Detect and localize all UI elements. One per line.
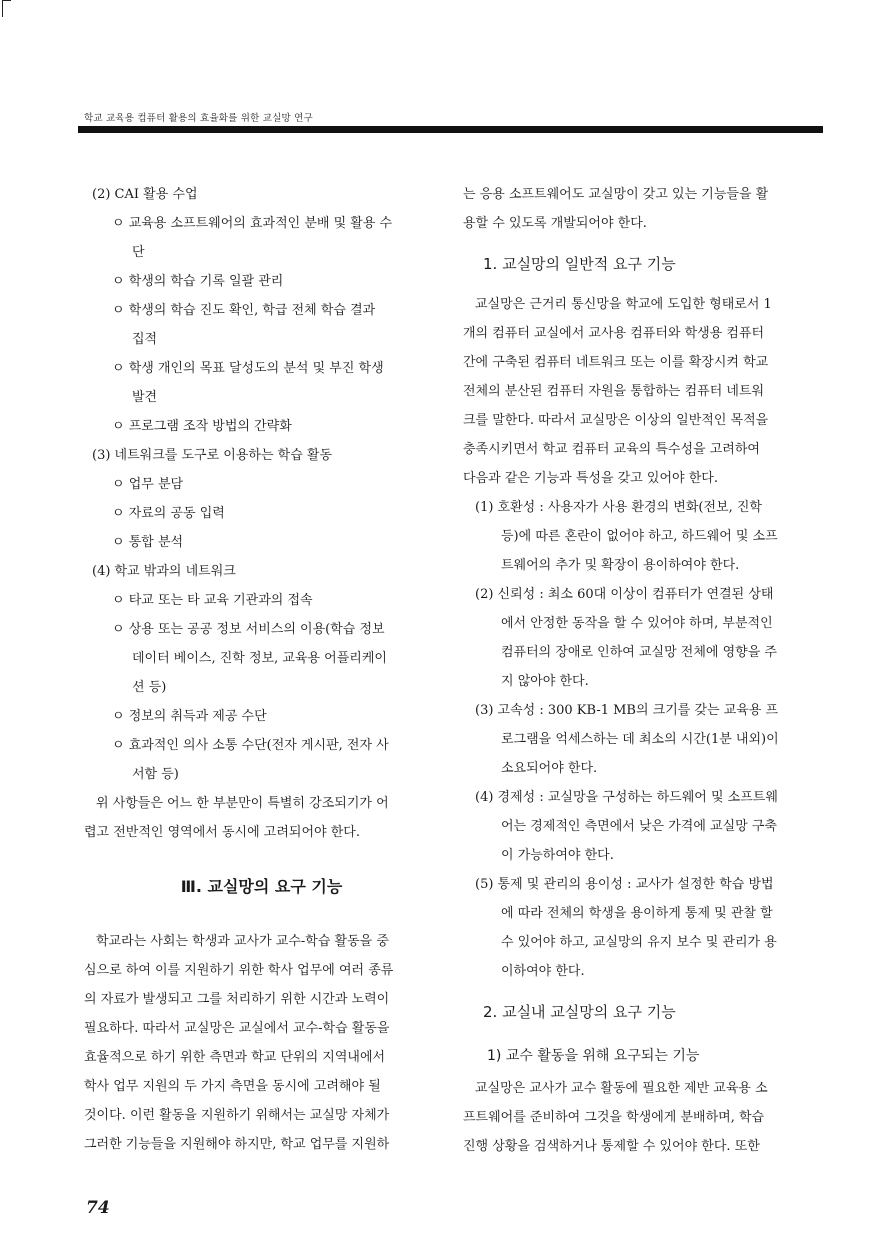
requirement-item-cont: 이 가능하여야 한다. [501, 848, 614, 863]
paragraph-line: 교실망은 교사가 교수 활동에 필요한 제반 교육용 소 [475, 1081, 768, 1096]
requirement-item: (4) 경제성 : 교실망을 구성하는 하드웨어 및 소프트웨 [475, 790, 778, 805]
list-item: ㅇ 교육용 소프트웨어의 효과적인 분배 및 활용 수 [112, 216, 393, 231]
paragraph-line: 필요하다. 따라서 교실망은 교실에서 교수-학습 활동을 [84, 1021, 390, 1036]
paragraph-line: 간에 구축된 컴퓨터 네트워크 또는 이를 확장시켜 학교 [463, 355, 769, 370]
paragraph-line: 심으로 하여 이를 지원하기 위한 학사 업무에 여러 종류 [84, 963, 394, 978]
paragraph-line: 학교라는 사회는 학생과 교사가 교수-학습 활동을 중 [96, 934, 389, 949]
right-column [463, 180, 818, 1161]
requirement-item-cont: 트웨어의 추가 및 확장이 용이하여야 한다. [501, 558, 740, 573]
list-item-cont: 발견 [132, 390, 158, 405]
requirement-item-cont: 에 따라 전체의 학생을 용이하게 통제 및 관찰 할 [501, 906, 773, 921]
paragraph-line: 교실망은 근거리 통신망을 학교에 도입한 형태로서 1 [475, 297, 772, 312]
cai-heading: (2) CAI 활용 수업 [92, 187, 198, 202]
paragraph-line: 학사 업무 지원의 두 가지 측면을 동시에 고려해야 될 [84, 1079, 381, 1094]
list-item: ㅇ 타교 또는 타 교육 기관과의 접속 [112, 593, 313, 608]
list-item-cont: 서함 등) [132, 767, 179, 782]
list-item: ㅇ 학생 개인의 목표 달성도의 분석 및 부진 학생 [112, 361, 384, 376]
list-item-cont: 집적 [132, 332, 158, 347]
section-title: Ⅲ. 교실망의 요구 기능 [180, 877, 343, 896]
list-item: ㅇ 통합 분석 [112, 535, 184, 550]
paragraph-line: 다음과 같은 기능과 특성을 갖고 있어야 한다. [463, 471, 718, 486]
requirement-item-cont: 어는 경제적인 측면에서 낮은 가격에 교실망 구축 [501, 819, 777, 834]
list-item: ㅇ 상용 또는 공공 정보 서비스의 이용(학습 정보 [112, 622, 385, 637]
paragraph-line: 크를 말한다. 따라서 교실망은 이상의 일반적인 목적을 [463, 413, 769, 428]
left-column [84, 180, 439, 1159]
page-number: 74 [86, 1198, 110, 1218]
paragraph-line: 프트웨어를 준비하여 그것을 학생에게 분배하며, 학습 [463, 1110, 765, 1125]
subsection-title: 1. 교실망의 일반적 요구 기능 [483, 255, 676, 273]
paragraph-line: 그러한 기능들을 지원해야 하지만, 학교 업무를 지원하 [84, 1137, 390, 1152]
requirement-item-cont: 컴퓨터의 장애로 인하여 교실망 전체에 영향을 주 [501, 645, 777, 660]
list-item: ㅇ 학생의 학습 진도 확인, 학급 전체 학습 결과 [112, 303, 376, 318]
requirement-item: (2) 신뢰성 : 최소 60대 이상이 컴퓨터가 연결된 상태 [475, 587, 774, 602]
paragraph-line: 것이다. 이런 활동을 지원하기 위해서는 교실망 자체가 [84, 1108, 390, 1123]
list-item: ㅇ 효과적인 의사 소통 수단(전자 게시판, 전자 사 [112, 738, 389, 753]
summary-line: 위 사항들은 어느 한 부분만이 특별히 강조되기가 어 [96, 796, 389, 811]
network-heading: (3) 네트워크를 도구로 이용하는 학습 활동 [92, 448, 333, 463]
paragraph-line: 개의 컴퓨터 교실에서 교사용 컴퓨터와 학생용 컴퓨터 [463, 326, 765, 341]
list-item-cont: 데이터 베이스, 진학 정보, 교육용 어플리케이 [132, 651, 387, 666]
header-rule [78, 126, 823, 133]
external-network-heading: (4) 학교 밖과의 네트워크 [92, 564, 236, 579]
list-item: ㅇ 업무 분담 [112, 477, 184, 492]
paragraph-line: 의 자료가 발생되고 그를 처리하기 위한 시간과 노력이 [84, 992, 390, 1007]
summary-line: 렵고 전반적인 영역에서 동시에 고려되어야 한다. [84, 825, 360, 840]
paragraph-line: 용할 수 있도록 개발되어야 한다. [463, 216, 647, 231]
list-item: ㅇ 정보의 취득과 제공 수단 [112, 709, 267, 724]
requirement-item-cont: 등)에 따른 혼란이 없어야 하고, 하드웨어 및 소프 [501, 529, 778, 544]
subsection-title: 2. 교실내 교실망의 요구 기능 [483, 1003, 676, 1021]
requirement-item-cont: 수 있어야 하고, 교실망의 유지 보수 및 관리가 용 [501, 935, 777, 950]
requirement-item-cont: 에서 안정한 동작을 할 수 있어야 하며, 부분적인 [501, 616, 773, 631]
list-item: ㅇ 프로그램 조작 방법의 간략화 [112, 419, 292, 434]
list-item: ㅇ 자료의 공동 입력 [112, 506, 225, 521]
paragraph-line: 충족시키면서 학교 컴퓨터 교육의 특수성을 고려하여 [463, 442, 760, 457]
requirement-item-cont: 소요되어야 한다. [501, 761, 598, 776]
requirement-item-cont: 로그램을 억세스하는 데 최소의 시간(1분 내외)이 [501, 732, 779, 747]
crop-mark [2, 0, 11, 17]
paragraph-line: 는 응용 소프트웨어도 교실망이 갖고 있는 기능들을 활 [463, 187, 769, 202]
running-header: 학교 교육용 컴퓨터 활용의 효율화를 위한 교실망 연구 [84, 113, 313, 124]
requirement-item: (5) 통제 및 관리의 용이성 : 교사가 설정한 학습 방법 [475, 877, 774, 892]
paragraph-line: 진행 상황을 검색하거나 통제할 수 있어야 한다. 또한 [463, 1139, 760, 1154]
subsubsection-title: 1) 교수 활동을 위해 요구되는 기능 [487, 1048, 700, 1064]
list-item-cont: 션 등) [132, 680, 167, 695]
requirement-item-cont: 이하여야 한다. [501, 964, 585, 979]
requirement-item-cont: 지 않아야 한다. [501, 674, 589, 689]
paragraph-line: 전체의 분산된 컴퓨터 자원을 통합하는 컴퓨터 네트워 [463, 384, 765, 399]
list-item: ㅇ 학생의 학습 기록 일괄 관리 [112, 274, 284, 289]
paragraph-line: 효율적으로 하기 위한 측면과 학교 단위의 지역내에서 [84, 1050, 386, 1065]
requirement-item: (1) 호환성 : 사용자가 사용 환경의 변화(전보, 진학 [475, 500, 762, 515]
list-item-cont: 단 [132, 245, 145, 260]
requirement-item: (3) 고속성 : 300 KB-1 MB의 크기를 갖는 교육용 프 [475, 703, 779, 718]
